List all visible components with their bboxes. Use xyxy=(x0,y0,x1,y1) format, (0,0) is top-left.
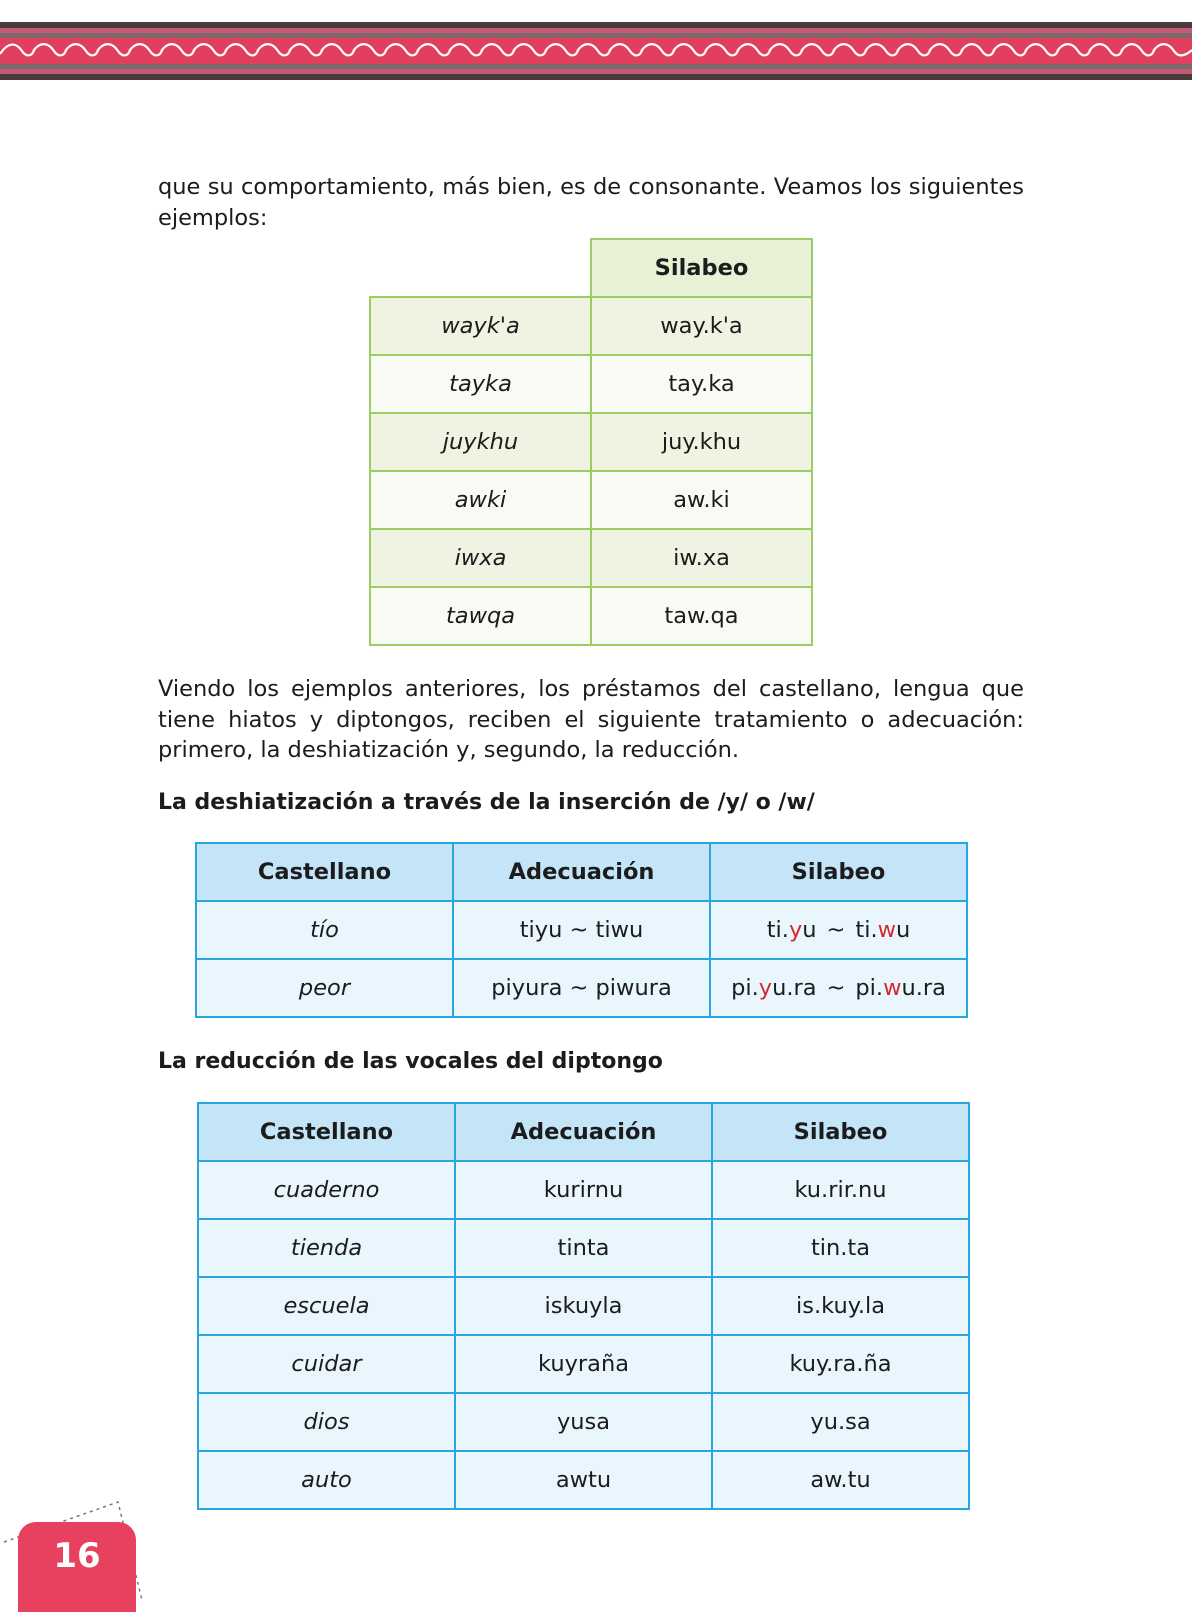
syllable-part: pi. xyxy=(731,975,759,1001)
table-row xyxy=(198,1335,969,1393)
table-row xyxy=(370,297,812,355)
column-header: Silabeo xyxy=(712,1103,969,1161)
inserted-glide: y xyxy=(788,917,803,943)
syllable-cell: way.k'a xyxy=(591,297,812,355)
table-row xyxy=(198,1219,969,1277)
syllable-cell: aw.ki xyxy=(591,471,812,529)
silabeo-cell: aw.tu xyxy=(712,1451,969,1509)
word-cell: juykhu xyxy=(370,413,591,471)
table-row xyxy=(196,959,967,1017)
table-row xyxy=(198,1393,969,1451)
castellano-cell: escuela xyxy=(198,1277,455,1335)
castellano-cell: peor xyxy=(196,959,453,1017)
column-header: Adecuación xyxy=(453,843,710,901)
section-heading-deshiatization: La deshiatización a través de la inserción de /y/ o /w/ xyxy=(158,790,815,815)
intro-paragraph: que su comportamiento, más bien, es de consonante. Veamos los siguientes ejemplos: xyxy=(158,174,1024,231)
word-cell: wayk'a xyxy=(370,297,591,355)
adecuacion-cell: tiyu ~ tiwu xyxy=(453,901,710,959)
silabeo-cell: kuy.ra.ña xyxy=(712,1335,969,1393)
table-row xyxy=(198,1161,969,1219)
castellano-cell: tío xyxy=(196,901,453,959)
castellano-cell: cuaderno xyxy=(198,1161,455,1219)
adecuacion-cell: awtu xyxy=(455,1451,712,1509)
castellano-cell: dios xyxy=(198,1393,455,1451)
table-row xyxy=(198,1277,969,1335)
word-cell: awki xyxy=(370,471,591,529)
column-header: Castellano xyxy=(198,1103,455,1161)
adecuacion-cell: tinta xyxy=(455,1219,712,1277)
syllable-part: u.ra xyxy=(772,975,817,1001)
silabeo-cell: tin.ta xyxy=(712,1219,969,1277)
silabeo-cell xyxy=(710,959,967,1017)
table-row xyxy=(370,471,812,529)
syllabification-table xyxy=(369,238,813,646)
word-cell: iwxa xyxy=(370,529,591,587)
reduction-table xyxy=(197,1102,970,1510)
syllable-part: u.ra xyxy=(901,975,946,1001)
silabeo-cell xyxy=(710,901,967,959)
table-row xyxy=(196,901,967,959)
adecuacion-cell: kuyraña xyxy=(455,1335,712,1393)
syllable-cell: taw.qa xyxy=(591,587,812,645)
word-cell: tayka xyxy=(370,355,591,413)
syllable-cell: iw.xa xyxy=(591,529,812,587)
silabeo-cell: ku.rir.nu xyxy=(712,1161,969,1219)
explanation-paragraph: Viendo los ejemplos anteriores, los préstamos del castellano, lengua que tiene hiatos y diptongos, reciben el siguiente tratamiento o adecuación: primero, la deshiatización y, segundo, la reducción. xyxy=(158,676,1024,763)
inserted-glide: y xyxy=(758,975,773,1001)
table-row xyxy=(370,355,812,413)
syllable-cell: juy.khu xyxy=(591,413,812,471)
syllable-part: pi. xyxy=(855,975,884,1001)
adecuacion-cell: kurirnu xyxy=(455,1161,712,1219)
tilde-separator: ~ xyxy=(826,975,846,1001)
silabeo-cell: is.kuy.la xyxy=(712,1277,969,1335)
syllable-cell: tay.ka xyxy=(591,355,812,413)
table-row xyxy=(198,1451,969,1509)
table-row xyxy=(370,413,812,471)
syllable-part: u xyxy=(802,917,817,943)
inserted-glide: w xyxy=(883,975,902,1001)
adecuacion-cell: iskuyla xyxy=(455,1277,712,1335)
deshiatization-table xyxy=(195,842,968,1018)
inserted-glide: w xyxy=(877,917,897,943)
table-row xyxy=(370,587,812,645)
syllable-part: ti. xyxy=(766,917,789,943)
silabeo-cell: yu.sa xyxy=(712,1393,969,1451)
column-header: Adecuación xyxy=(455,1103,712,1161)
syllable-part: u xyxy=(896,917,911,943)
page-number: 16 xyxy=(18,1522,136,1612)
tilde-separator: ~ xyxy=(826,917,846,943)
word-cell: tawqa xyxy=(370,587,591,645)
castellano-cell: auto xyxy=(198,1451,455,1509)
section-heading-reduction: La reducción de las vocales del diptongo xyxy=(158,1049,663,1074)
castellano-cell: tienda xyxy=(198,1219,455,1277)
column-header: Silabeo xyxy=(710,843,967,901)
column-header: Silabeo xyxy=(591,239,812,297)
adecuacion-cell: piyura ~ piwura xyxy=(453,959,710,1017)
syllable-part: ti. xyxy=(855,917,878,943)
decorative-band xyxy=(0,22,1192,84)
table-row xyxy=(370,529,812,587)
adecuacion-cell: yusa xyxy=(455,1393,712,1451)
column-header: Castellano xyxy=(196,843,453,901)
empty-header-cell xyxy=(370,239,591,297)
castellano-cell: cuidar xyxy=(198,1335,455,1393)
wave-pattern-icon xyxy=(0,38,1192,64)
